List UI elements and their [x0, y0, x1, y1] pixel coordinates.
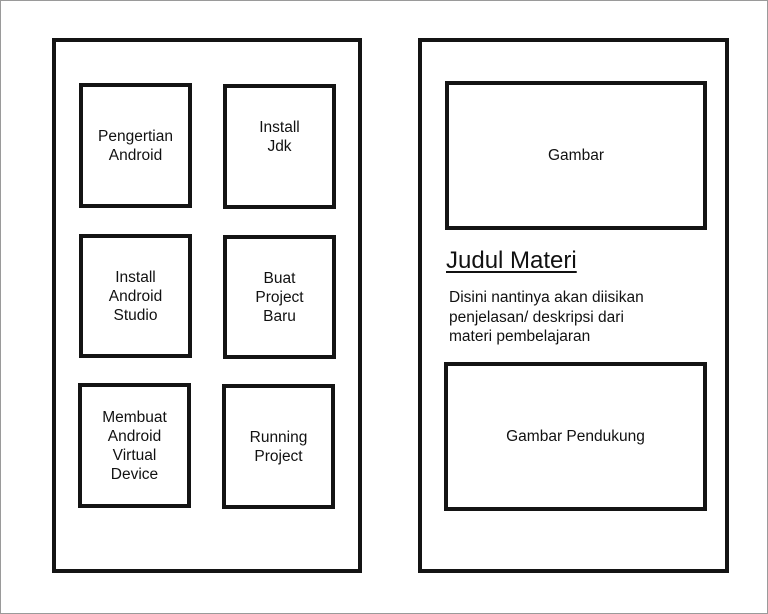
tile-buat-project-baru[interactable]: [223, 235, 336, 359]
tile-membuat-avd[interactable]: [78, 383, 191, 508]
support-image-placeholder: [444, 362, 707, 511]
tile-label: Running Project: [249, 428, 308, 465]
image-placeholder-label: Gambar: [548, 146, 604, 164]
tile-running-project[interactable]: [222, 384, 335, 509]
tile-install-jdk[interactable]: [223, 84, 336, 209]
tile-install-android-studio[interactable]: [79, 234, 192, 358]
tile-label: Membuat Android Virtual Device: [102, 408, 167, 483]
tile-label: Buat Project Baru: [255, 269, 304, 325]
material-title: Judul Materi: [446, 247, 577, 274]
tile-label: Install Android Studio: [108, 268, 163, 324]
tile-label: Install Jdk: [259, 118, 300, 155]
tile-pengertian-android[interactable]: [79, 83, 192, 208]
tile-label: Pengertian Android: [98, 127, 173, 164]
image-placeholder: [445, 81, 707, 230]
material-description: Disini nantinya akan diisikan penjelasan/ deskripsi dari materi pembelajaran: [449, 289, 644, 345]
support-image-label: Gambar Pendukung: [506, 427, 645, 445]
